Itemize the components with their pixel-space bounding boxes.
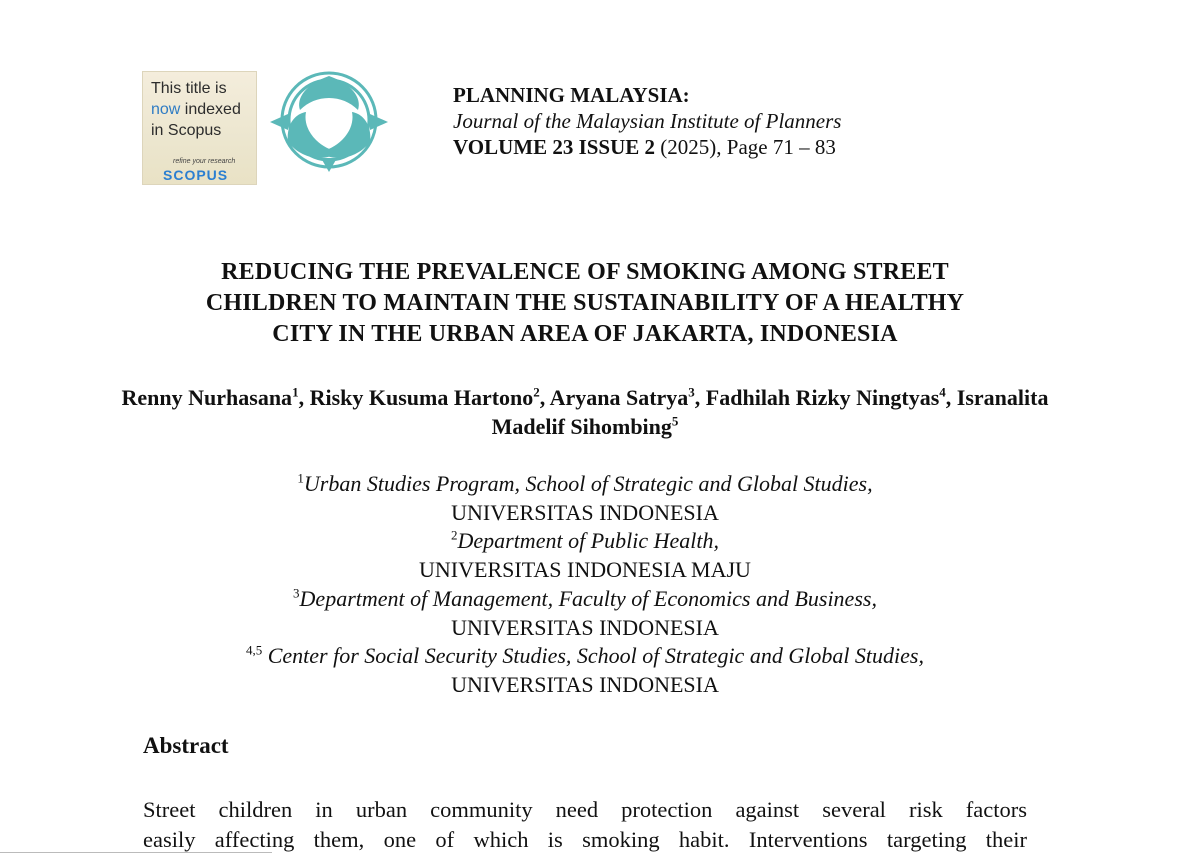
scopus-indexed-badge [142, 71, 257, 185]
author-name: Renny Nurhasana [121, 385, 293, 410]
affiliation-univ: UNIVERSITAS INDONESIA [451, 614, 719, 640]
abstract-line: Street children in urban community need protection against several risk factors [143, 797, 1027, 822]
author-line [100, 383, 1070, 441]
author-name: Aryana Satrya [549, 385, 689, 410]
affiliation-dept-text: Urban Studies Program, School of Strategic and Global Studies, [303, 471, 873, 496]
author-affil-sup: 3 [688, 384, 695, 400]
journal-name: PLANNING MALAYSIA: [453, 83, 690, 107]
scopus-badge-line3: in Scopus [151, 122, 222, 139]
affiliation-sup: 3 [293, 585, 300, 601]
title-line: CHILDREN TO MAINTAIN THE SUSTAINABILITY OF A HEALTHY [205, 290, 965, 316]
affiliation-dept-text: Department of Public Health, [457, 528, 719, 554]
affiliation-dept-text: Department of Management, Faculty of Economics and Business, [299, 585, 877, 611]
affiliation-dept [100, 585, 1070, 614]
affiliation-dept-text: Center for Social Security Studies, School of Strategic and Global Studies, [262, 643, 924, 669]
author-separator: , [694, 385, 706, 410]
scopus-tagline: refine your research [173, 158, 236, 165]
affiliation-sup: 2 [450, 528, 458, 544]
affiliation-sup: 4,5 [245, 642, 263, 658]
author-affil-sup: 1 [292, 384, 299, 400]
affiliation-univ: UNIVERSITAS INDONESIA [451, 671, 719, 697]
journal-volume-line [453, 134, 841, 160]
scopus-badge-line2 [151, 101, 241, 119]
affiliation-dept [100, 642, 1070, 671]
title-line: REDUCING THE PREVALENCE OF SMOKING AMONG STREET [221, 259, 949, 285]
paper-title [100, 257, 1070, 350]
page-edge-divider [0, 852, 272, 853]
scopus-badge-accent: now [151, 101, 181, 118]
affiliation-univ: UNIVERSITAS INDONESIA MAJU [419, 557, 751, 583]
mip-logo-icon [266, 66, 392, 174]
scopus-logo: SCOPUS [163, 167, 229, 183]
journal-info [453, 82, 841, 160]
author-separator: , [539, 385, 550, 410]
author-name: Fadhilah Rizky Ningtyas [705, 385, 940, 410]
title-line: CITY IN THE URBAN AREA OF JAKARTA, INDONESIA [272, 321, 898, 347]
affiliation-sup: 1 [297, 470, 304, 486]
affiliations [100, 470, 1070, 700]
affiliation-dept [100, 527, 1070, 556]
author-name: Isranalita Madelif Sihombing [491, 385, 1049, 439]
author-separator: , [945, 385, 957, 410]
scopus-badge-line2-rest: indexed [180, 101, 241, 118]
author-list [100, 383, 1070, 441]
abstract-body [143, 795, 1027, 855]
author-affil-sup: 2 [533, 384, 540, 400]
journal-subtitle: Journal of the Malaysian Institute of Planners [453, 109, 842, 133]
year-pages: (2025), Page 71 – 83 [655, 135, 836, 159]
author-name: Risky Kusuma Hartono [309, 385, 534, 410]
affiliation-univ: UNIVERSITAS INDONESIA [451, 499, 719, 525]
author-affil-sup: 5 [671, 413, 679, 429]
abstract-line: easily affecting them, one of which is smoking habit. Interventions targeting their [143, 827, 1027, 852]
author-affil-sup: 4 [939, 384, 946, 400]
affiliation-dept [100, 470, 1070, 499]
scopus-badge-line1: This title is [151, 80, 227, 97]
volume-issue: VOLUME 23 ISSUE 2 [453, 135, 656, 159]
abstract-heading: Abstract [143, 733, 229, 758]
author-separator: , [298, 385, 310, 410]
